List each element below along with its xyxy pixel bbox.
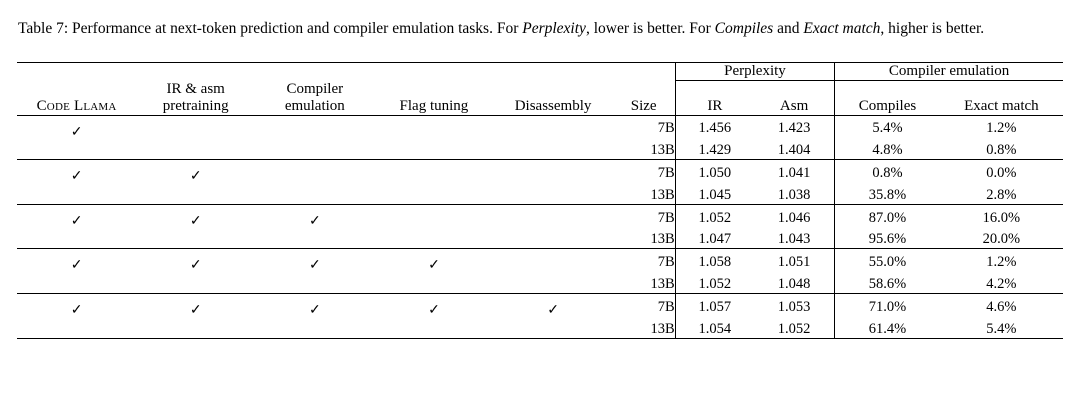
- col-header-disassembly: Disassembly: [514, 97, 592, 114]
- cell-perplexity-asm: 1.052: [777, 320, 811, 337]
- flag-cell-empty: [136, 116, 255, 142]
- flag-cell-empty: [494, 249, 613, 275]
- caption-italic-compiles: Compiles: [714, 20, 774, 37]
- check-mark-icon: ✓: [189, 169, 202, 185]
- cell-perplexity-ir: 1.050: [675, 160, 754, 186]
- cell-perplexity-ir: 1.429: [675, 141, 754, 160]
- flag-cell-empty: [255, 116, 374, 142]
- check-mark-icon: ✓: [547, 303, 559, 319]
- flag-cell-empty: [17, 320, 136, 339]
- table-bottom-rule: [17, 338, 1063, 339]
- cell-size: 7B: [657, 120, 675, 137]
- col-header-code-llama: Code Llama: [36, 97, 117, 114]
- results-table: [17, 62, 1063, 338]
- group-spacer-3: [255, 63, 374, 81]
- flag-cell-empty: [494, 275, 613, 294]
- caption-italic-exact-match: Exact match: [803, 20, 881, 37]
- cell-compiles: 55.0%: [835, 249, 940, 275]
- cell-perplexity-asm: 1.053: [777, 298, 811, 315]
- flag-cell-empty: [17, 186, 136, 205]
- group-spacer-5: [494, 63, 613, 81]
- flag-cell-empty: [17, 275, 136, 294]
- flag-cell-empty: [255, 275, 374, 294]
- flag-cell-empty: [136, 320, 255, 339]
- cell-perplexity-asm: 1.043: [777, 231, 811, 248]
- cell-perplexity-asm: 1.041: [777, 164, 811, 181]
- cell-perplexity-asm: 1.048: [777, 275, 811, 292]
- check-mark-icon: ✓: [70, 213, 83, 229]
- cell-perplexity-ir: 1.052: [675, 205, 754, 231]
- flag-cell-empty: [374, 186, 493, 205]
- table-row: [17, 205, 1063, 231]
- flag-cell-empty: [136, 275, 255, 294]
- cell-perplexity-ir: 1.045: [675, 186, 754, 205]
- flag-cell-empty: [374, 320, 493, 339]
- cell-size: 13B: [650, 142, 675, 159]
- cell-size: 13B: [650, 320, 675, 337]
- cell-compiles: 0.8%: [835, 160, 940, 186]
- col-header-compiler-emulation: Compiler emulation: [284, 80, 345, 114]
- caption-suffix: , higher is better.: [880, 20, 985, 37]
- cell-size: 7B: [657, 254, 675, 271]
- check-mark-icon: ✓: [70, 169, 83, 185]
- caption-prefix: Table 7: Performance at next-token prediction and compiler emulation tasks. For: [18, 20, 523, 37]
- table-row: [17, 320, 1063, 339]
- cell-perplexity-ir: 1.057: [675, 294, 754, 320]
- cell-perplexity-asm: 1.423: [777, 120, 811, 137]
- flag-cell-empty: [374, 205, 493, 231]
- cell-size: 7B: [657, 209, 675, 226]
- flag-cell-empty: [374, 275, 493, 294]
- flag-cell-empty: [255, 141, 374, 160]
- flag-cell-empty: [494, 230, 613, 249]
- group-spacer-2: [136, 63, 255, 81]
- check-mark-icon: ✓: [308, 258, 321, 274]
- check-mark-icon: ✓: [428, 258, 440, 274]
- cell-compiles: 58.6%: [835, 275, 940, 294]
- cell-perplexity-ir: 1.052: [675, 275, 754, 294]
- flag-cell-empty: [494, 141, 613, 160]
- group-spacer-6: [613, 63, 676, 81]
- col-header-flag-tuning: Flag tuning: [399, 97, 469, 114]
- cell-size: 7B: [657, 298, 675, 315]
- col-header-size: Size: [630, 97, 657, 114]
- cell-size: 13B: [650, 231, 675, 248]
- cell-exact-match: 16.0%: [982, 209, 1021, 226]
- cell-size: 7B: [657, 164, 675, 181]
- check-mark-icon: ✓: [308, 213, 321, 229]
- cell-size: 13B: [650, 275, 675, 292]
- table-row: [17, 275, 1063, 294]
- group-spacer-4: [374, 63, 493, 81]
- cell-perplexity-ir: 1.058: [675, 249, 754, 275]
- flag-cell-empty: [255, 320, 374, 339]
- flag-cell-empty: [136, 230, 255, 249]
- cell-exact-match: 4.2%: [986, 275, 1017, 292]
- cell-exact-match: 0.8%: [986, 142, 1017, 159]
- cell-exact-match: 20.0%: [982, 231, 1021, 248]
- table-row: [17, 160, 1063, 186]
- table-row: [17, 141, 1063, 160]
- flag-cell-empty: [17, 230, 136, 249]
- table-body: [17, 116, 1063, 339]
- table-column-header-row: [17, 81, 1063, 115]
- flag-cell-empty: [255, 160, 374, 186]
- cell-compiles: 5.4%: [835, 116, 940, 142]
- cell-perplexity-asm: 1.051: [777, 254, 811, 271]
- cell-exact-match: 5.4%: [986, 320, 1017, 337]
- col-header-exact-match: Exact match: [964, 97, 1039, 114]
- flag-cell-empty: [136, 141, 255, 160]
- check-mark-icon: ✓: [428, 303, 440, 319]
- cell-exact-match: 1.2%: [986, 254, 1017, 271]
- cell-perplexity-ir: 1.456: [675, 116, 754, 142]
- check-mark-icon: ✓: [189, 303, 202, 319]
- flag-cell-empty: [494, 320, 613, 339]
- table-row: [17, 230, 1063, 249]
- flag-cell-empty: [374, 141, 493, 160]
- flag-cell-empty: [374, 160, 493, 186]
- cell-compiles: 4.8%: [835, 141, 940, 160]
- flag-cell-empty: [494, 205, 613, 231]
- table-caption: [18, 18, 1062, 40]
- check-mark-icon: ✓: [189, 258, 202, 274]
- cell-compiles: 95.6%: [835, 230, 940, 249]
- flag-cell-empty: [494, 116, 613, 142]
- cell-exact-match: 4.6%: [986, 298, 1017, 315]
- caption-mid2: and: [773, 20, 804, 37]
- col-header-ir-asm-pretraining: IR & asm pretraining: [162, 80, 229, 114]
- cell-perplexity-asm: 1.038: [777, 186, 811, 203]
- group-header-perplexity: Perplexity: [675, 63, 835, 81]
- cell-compiles: 87.0%: [835, 205, 940, 231]
- cell-exact-match: 0.0%: [986, 164, 1017, 181]
- table-head: [17, 63, 1063, 116]
- cell-perplexity-ir: 1.047: [675, 230, 754, 249]
- group-header-compiler-emulation: Compiler emulation: [835, 63, 1063, 81]
- table-row: [17, 294, 1063, 320]
- cell-perplexity-asm: 1.046: [777, 209, 811, 226]
- table-row: [17, 186, 1063, 205]
- cell-compiles: 71.0%: [835, 294, 940, 320]
- cell-compiles: 35.8%: [835, 186, 940, 205]
- flag-cell-empty: [494, 186, 613, 205]
- caption-italic-perplexity: Perplexity: [522, 20, 586, 37]
- cell-exact-match: 2.8%: [986, 186, 1017, 203]
- cell-compiles: 61.4%: [835, 320, 940, 339]
- flag-cell-empty: [494, 160, 613, 186]
- flag-cell-empty: [255, 230, 374, 249]
- flag-cell-empty: [17, 141, 136, 160]
- caption-mid: , lower is better. For: [585, 20, 715, 37]
- cell-perplexity-asm: 1.404: [777, 142, 811, 159]
- check-mark-icon: ✓: [308, 303, 321, 319]
- flag-cell-empty: [374, 230, 493, 249]
- table-row: [17, 116, 1063, 142]
- group-spacer-1: [17, 63, 136, 81]
- check-mark-icon: ✓: [70, 258, 83, 274]
- col-header-compiles: Compiles: [835, 81, 940, 115]
- check-mark-icon: ✓: [189, 213, 202, 229]
- flag-cell-empty: [255, 186, 374, 205]
- cell-size: 13B: [650, 186, 675, 203]
- table-group-header-row: [17, 63, 1063, 81]
- col-header-ir: IR: [675, 81, 754, 115]
- check-mark-icon: ✓: [70, 303, 83, 319]
- cell-exact-match: 1.2%: [986, 120, 1017, 137]
- check-mark-icon: ✓: [70, 124, 83, 140]
- col-header-asm: Asm: [779, 97, 809, 114]
- flag-cell-empty: [136, 186, 255, 205]
- flag-cell-empty: [374, 116, 493, 142]
- cell-perplexity-ir: 1.054: [675, 320, 754, 339]
- table-row: [17, 249, 1063, 275]
